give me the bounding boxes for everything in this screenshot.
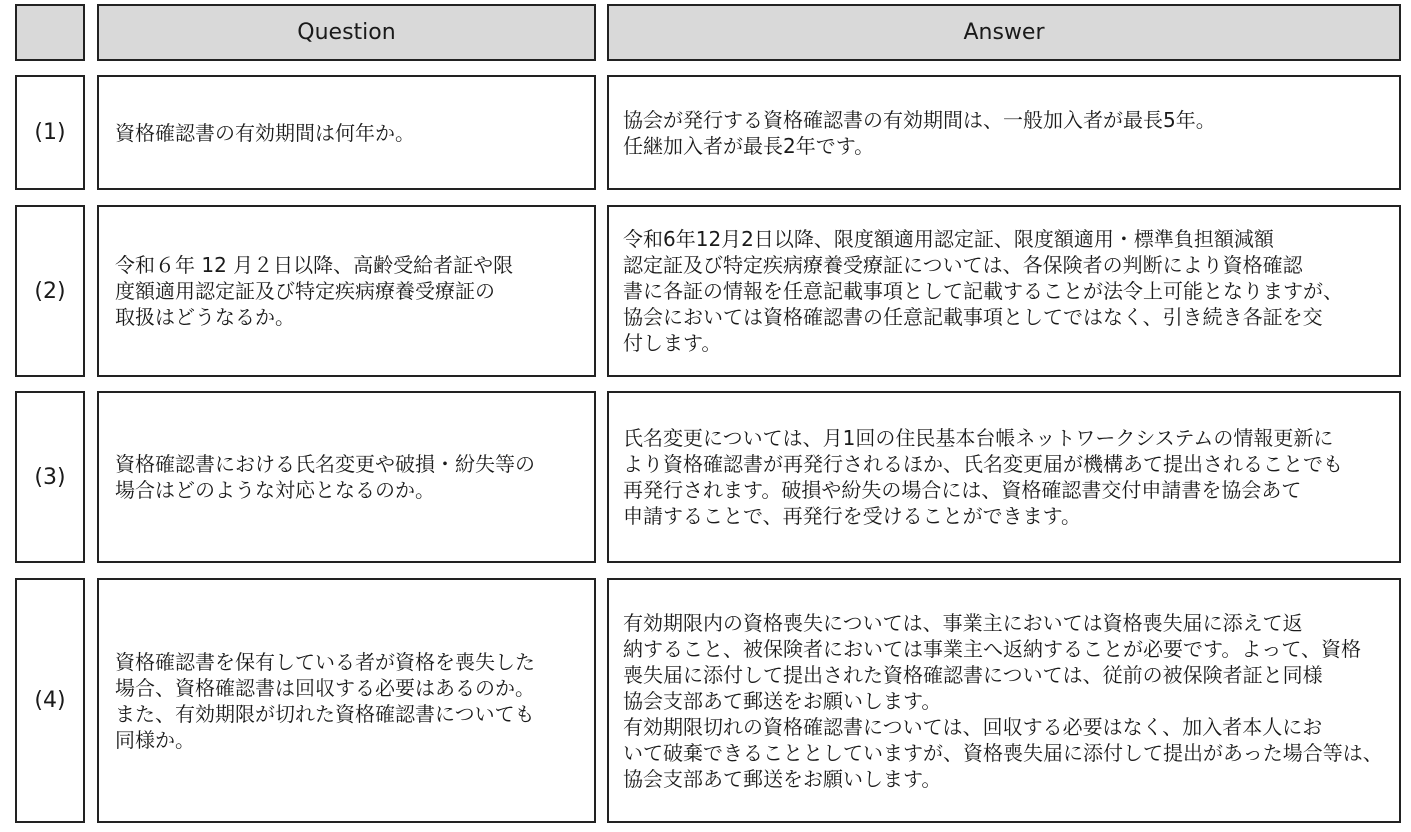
- question-text: 資格確認書の有効期間は何年か。: [115, 120, 415, 145]
- row-number: (4): [34, 688, 66, 713]
- answer-cell: [607, 578, 1401, 823]
- answer-text: 有効期限内の資格喪失については、事業主においては資格喪失届に添えて返 納すること、被保険者においては事業主へ返納することが必要です。よって、資格 喪失届に添付して提出された資格確認書については、従前の被保険者証と同様 協会支部あて郵送をお願いします。 有効期限切れの資格確認書については、回収する必要はなく、加入者本人にお いて破棄できることとしていますが、資格喪失届に添付して提出があった場合等は、 協会支部あて郵送をお願いします。: [623, 610, 1383, 791]
- answer-text: 協会が発行する資格確認書の有効期間は、一般加入者が最長5年。 任継加入者が最長2年です。: [623, 107, 1216, 158]
- row-number: (2): [34, 278, 66, 304]
- question-cell: [97, 578, 596, 823]
- question-cell: [97, 205, 596, 377]
- row-number: (3): [34, 464, 66, 490]
- answer-cell: [607, 205, 1401, 377]
- row-number: (1): [34, 120, 66, 145]
- row-number-cell: [15, 391, 85, 563]
- header-answer-cell: [607, 4, 1401, 61]
- question-text: 資格確認書における氏名変更や破損・紛失等の 場合はどのような対応となるのか。: [115, 452, 535, 502]
- header-question-label: Question: [297, 20, 396, 45]
- question-text: 資格確認書を保有している者が資格を喪失した 場合、資格確認書は回収する必要はあるのか。 また、有効期限が切れた資格確認書についても 同様か。: [115, 649, 535, 752]
- row-number-cell: [15, 75, 85, 190]
- question-text: 令和６年 12 月２日以降、高齢受給者証や限 度額適用認定証及び特定疾病療養受療証の 取扱はどうなるか。: [115, 253, 514, 329]
- header-answer-label: Answer: [963, 20, 1045, 45]
- answer-cell: [607, 391, 1401, 563]
- row-number-cell: [15, 578, 85, 823]
- question-cell: [97, 391, 596, 563]
- answer-cell: [607, 75, 1401, 190]
- header-question-cell: [97, 4, 596, 61]
- row-number-cell: [15, 205, 85, 377]
- answer-text: 氏名変更については、月1回の住民基本台帳ネットワークシステムの情報更新に より資格確認書が再発行されるほか、氏名変更届が機構あて提出されることでも 再発行されます。破損や紛失の場合には、資格確認書交付申請書を協会あて 申請することで、再発行を受けることができます。: [623, 426, 1343, 528]
- header-corner-cell: [15, 4, 85, 61]
- answer-text: 令和6年12月2日以降、限度額適用認定証、限度額適用・標準負担額減額 認定証及び特定疾病療養受療証については、各保険者の判断により資格確認 書に各証の情報を任意記載事項として記載することが法令上可能となりますが、 協会においては資格確認書の任意記載事項としてではなく、引き続き各証を交 付します。: [623, 227, 1343, 355]
- question-cell: [97, 75, 596, 190]
